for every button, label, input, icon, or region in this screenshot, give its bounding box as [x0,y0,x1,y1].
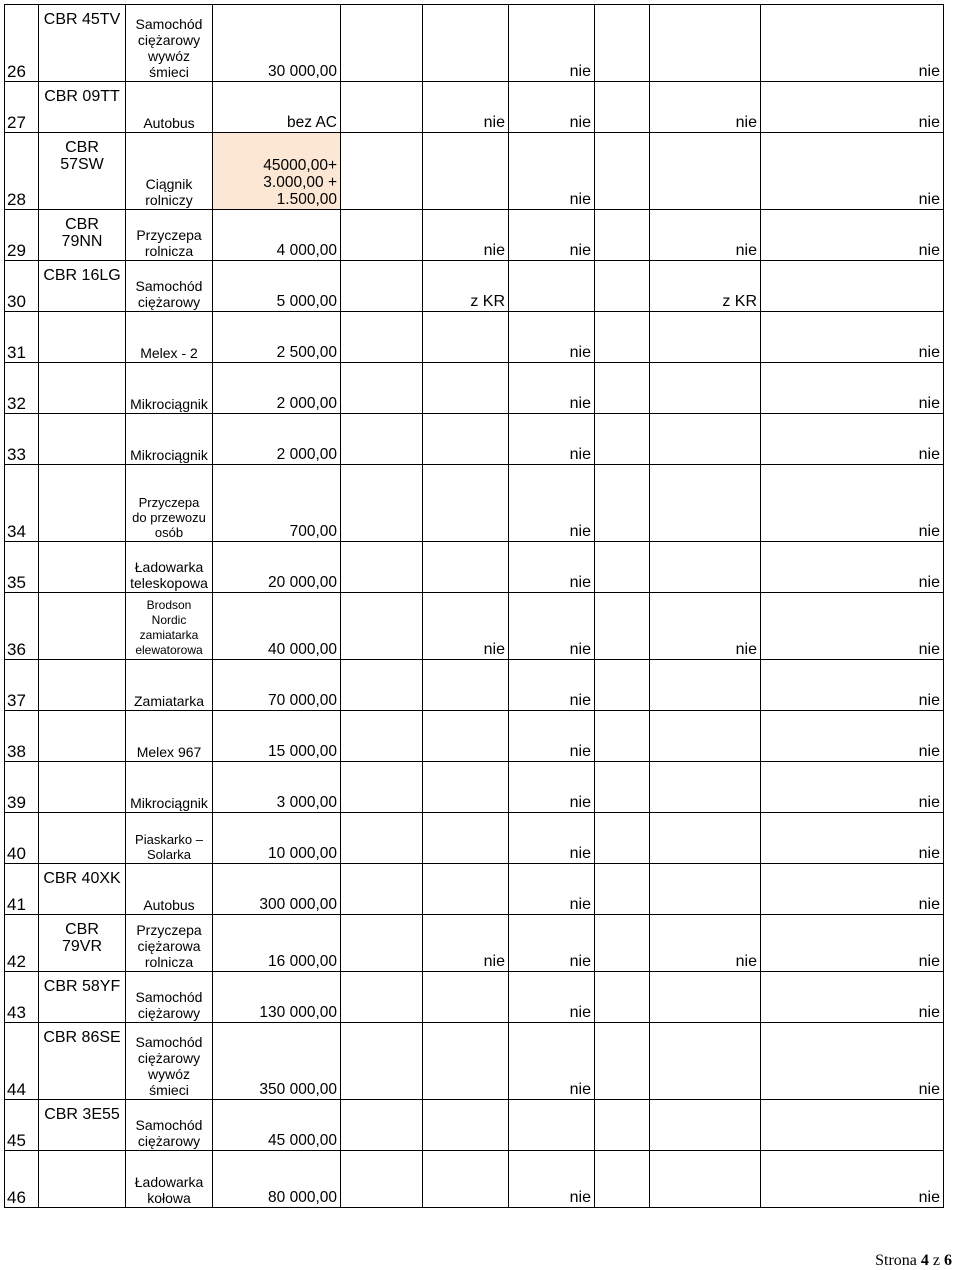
coverage-cell-5 [650,813,761,864]
vehicle-type: Ciągnik rolniczy [126,133,213,210]
row-number: 43 [5,972,39,1023]
coverage-cell-4 [595,210,650,261]
table-row [5,542,944,593]
coverage-cell-3: nie [509,542,595,593]
registration-number [39,762,126,813]
table-row [5,414,944,465]
coverage-cell-3: nie [509,82,595,133]
sum-insured: 2 000,00 [213,414,341,465]
coverage-cell-2: nie [423,82,509,133]
coverage-cell-3: nie [509,210,595,261]
coverage-cell-1 [341,465,423,542]
row-number: 40 [5,813,39,864]
sum-insured: 16 000,00 [213,915,341,972]
coverage-cell-4 [595,133,650,210]
coverage-cell-5 [650,972,761,1023]
coverage-cell-3: nie [509,1151,595,1208]
coverage-cell-6: nie [761,972,944,1023]
coverage-cell-5 [650,1151,761,1208]
coverage-cell-2 [423,1100,509,1151]
coverage-cell-2: nie [423,915,509,972]
vehicle-type: Autobus [126,864,213,915]
coverage-cell-4 [595,1100,650,1151]
coverage-cell-3: nie [509,414,595,465]
registration-number [39,813,126,864]
coverage-cell-6: nie [761,813,944,864]
sum-insured: 2 000,00 [213,363,341,414]
registration-number: CBR 86SE [39,1023,126,1100]
coverage-cell-6: nie [761,542,944,593]
vehicle-type: Samochód ciężarowy wywóz śmieci [126,1023,213,1100]
vehicle-type: Melex - 2 [126,312,213,363]
coverage-cell-5: nie [650,210,761,261]
coverage-cell-1 [341,915,423,972]
coverage-cell-6: nie [761,363,944,414]
sum-insured: 3 000,00 [213,762,341,813]
coverage-cell-4 [595,542,650,593]
row-number: 34 [5,465,39,542]
coverage-cell-2 [423,972,509,1023]
coverage-cell-6: nie [761,414,944,465]
coverage-cell-2 [423,762,509,813]
sum-insured: 10 000,00 [213,813,341,864]
registration-number [39,660,126,711]
registration-number [39,363,126,414]
registration-number: CBR 79NN [39,210,126,261]
vehicle-type: Samochód ciężarowy wywóz śmieci [126,5,213,82]
coverage-cell-1 [341,1023,423,1100]
coverage-cell-1 [341,312,423,363]
registration-number [39,542,126,593]
coverage-cell-2 [423,542,509,593]
sum-insured: 40 000,00 [213,593,341,660]
coverage-cell-4 [595,312,650,363]
vehicle-type: Samochód ciężarowy [126,261,213,312]
vehicle-type: Piaskarko – Solarka [126,813,213,864]
coverage-cell-5 [650,660,761,711]
sum-insured: 80 000,00 [213,1151,341,1208]
sum-insured: 350 000,00 [213,1023,341,1100]
registration-number [39,711,126,762]
row-number: 35 [5,542,39,593]
sum-insured: 5 000,00 [213,261,341,312]
table-row [5,363,944,414]
sum-insured: 4 000,00 [213,210,341,261]
table-row [5,261,944,312]
row-number: 42 [5,915,39,972]
coverage-cell-5 [650,312,761,363]
row-number: 44 [5,1023,39,1100]
coverage-cell-1 [341,414,423,465]
coverage-cell-2 [423,5,509,82]
row-number: 30 [5,261,39,312]
coverage-cell-6: nie [761,133,944,210]
coverage-cell-5 [650,363,761,414]
coverage-cell-5 [650,465,761,542]
row-number: 36 [5,593,39,660]
coverage-cell-1 [341,1100,423,1151]
coverage-cell-6: nie [761,711,944,762]
coverage-cell-5: nie [650,82,761,133]
coverage-cell-4 [595,762,650,813]
coverage-cell-3: nie [509,711,595,762]
sum-insured: 70 000,00 [213,660,341,711]
coverage-cell-3: nie [509,312,595,363]
table-row [5,1023,944,1100]
coverage-cell-3: nie [509,762,595,813]
coverage-cell-5 [650,5,761,82]
coverage-cell-4 [595,593,650,660]
coverage-cell-5 [650,1023,761,1100]
table-row [5,1100,944,1151]
coverage-cell-2 [423,465,509,542]
coverage-cell-6: nie [761,864,944,915]
row-number: 32 [5,363,39,414]
coverage-cell-3: nie [509,363,595,414]
table-row [5,660,944,711]
coverage-cell-4 [595,465,650,542]
coverage-cell-1 [341,660,423,711]
coverage-cell-6: nie [761,465,944,542]
coverage-cell-4 [595,1151,650,1208]
table-row [5,5,944,82]
coverage-cell-4 [595,5,650,82]
coverage-cell-2 [423,312,509,363]
coverage-cell-4 [595,972,650,1023]
sum-insured: 700,00 [213,465,341,542]
coverage-cell-2 [423,1151,509,1208]
coverage-cell-6 [761,1100,944,1151]
table-row [5,312,944,363]
table-row [5,1151,944,1208]
row-number: 31 [5,312,39,363]
registration-number: CBR 09TT [39,82,126,133]
registration-number [39,312,126,363]
coverage-cell-1 [341,542,423,593]
sum-insured: 30 000,00 [213,5,341,82]
row-number: 45 [5,1100,39,1151]
table-row [5,711,944,762]
coverage-cell-5 [650,864,761,915]
coverage-cell-2 [423,660,509,711]
registration-number: CBR 3E55 [39,1100,126,1151]
coverage-cell-3: nie [509,5,595,82]
coverage-cell-3 [509,261,595,312]
table-row [5,210,944,261]
sum-insured: 2 500,00 [213,312,341,363]
table-row [5,593,944,660]
page-footer [875,1252,952,1270]
vehicle-type: Mikrociągnik [126,414,213,465]
coverage-cell-3: nie [509,593,595,660]
coverage-cell-2: nie [423,593,509,660]
coverage-cell-4 [595,660,650,711]
vehicle-type: Przyczepa do przewozu osób [126,465,213,542]
coverage-cell-2 [423,864,509,915]
footer-total: 6 [944,1252,952,1269]
registration-number [39,593,126,660]
coverage-cell-2 [423,133,509,210]
coverage-cell-4 [595,915,650,972]
coverage-cell-5 [650,542,761,593]
coverage-cell-4 [595,414,650,465]
coverage-cell-4 [595,864,650,915]
coverage-cell-6: nie [761,915,944,972]
coverage-cell-4 [595,363,650,414]
coverage-cell-3: nie [509,660,595,711]
coverage-cell-1 [341,82,423,133]
coverage-cell-2 [423,414,509,465]
registration-number [39,1151,126,1208]
coverage-cell-1 [341,5,423,82]
sum-insured: 45 000,00 [213,1100,341,1151]
coverage-cell-5: nie [650,915,761,972]
coverage-cell-4 [595,813,650,864]
coverage-cell-6: nie [761,5,944,82]
table-row [5,762,944,813]
vehicle-type: Brodson Nordic zamiatarka elewatorowa [126,593,213,660]
sum-insured: 130 000,00 [213,972,341,1023]
coverage-cell-6: nie [761,1023,944,1100]
coverage-cell-5 [650,711,761,762]
vehicle-type: Autobus [126,82,213,133]
registration-number [39,465,126,542]
row-number: 26 [5,5,39,82]
table-row [5,813,944,864]
coverage-cell-6: nie [761,210,944,261]
vehicle-type: Przyczepa rolnicza [126,210,213,261]
coverage-cell-1 [341,972,423,1023]
coverage-cell-5 [650,414,761,465]
coverage-cell-5 [650,1100,761,1151]
vehicle-type: Samochód ciężarowy [126,972,213,1023]
coverage-cell-2 [423,363,509,414]
coverage-cell-1 [341,133,423,210]
coverage-cell-1 [341,593,423,660]
vehicle-type: Ładowarka kołowa [126,1151,213,1208]
coverage-cell-1 [341,711,423,762]
row-number: 29 [5,210,39,261]
vehicle-type: Melex 967 [126,711,213,762]
row-number: 37 [5,660,39,711]
coverage-cell-6: nie [761,82,944,133]
coverage-cell-6: nie [761,593,944,660]
vehicle-type: Samochód ciężarowy [126,1100,213,1151]
coverage-cell-1 [341,864,423,915]
table-row [5,972,944,1023]
coverage-cell-4 [595,1023,650,1100]
vehicle-type: Zamiatarka [126,660,213,711]
vehicle-type: Mikrociągnik [126,363,213,414]
coverage-cell-3: nie [509,864,595,915]
coverage-cell-4 [595,711,650,762]
coverage-cell-5 [650,762,761,813]
coverage-cell-3: nie [509,915,595,972]
coverage-cell-2 [423,1023,509,1100]
footer-prefix: Strona [875,1252,917,1269]
table-row [5,915,944,972]
footer-of: z [932,1252,940,1269]
row-number: 28 [5,133,39,210]
coverage-cell-4 [595,261,650,312]
row-number: 33 [5,414,39,465]
coverage-cell-5: z KR [650,261,761,312]
sum-insured: 45000,00+ 3.000,00 + 1.500,00 [213,133,341,210]
coverage-cell-1 [341,813,423,864]
vehicle-type: Mikrociągnik [126,762,213,813]
registration-number: CBR 57SW [39,133,126,210]
coverage-cell-3: nie [509,1023,595,1100]
sum-insured: 20 000,00 [213,542,341,593]
coverage-cell-2: z KR [423,261,509,312]
coverage-cell-1 [341,261,423,312]
coverage-cell-6: nie [761,660,944,711]
coverage-cell-3: nie [509,133,595,210]
row-number: 46 [5,1151,39,1208]
coverage-cell-1 [341,210,423,261]
vehicle-type: Przyczepa ciężarowa rolnicza [126,915,213,972]
coverage-cell-1 [341,363,423,414]
coverage-cell-6: nie [761,312,944,363]
table-row [5,864,944,915]
sum-insured: 15 000,00 [213,711,341,762]
coverage-cell-3: nie [509,972,595,1023]
coverage-cell-5 [650,133,761,210]
registration-number: CBR 58YF [39,972,126,1023]
coverage-cell-3 [509,1100,595,1151]
coverage-cell-6: nie [761,1151,944,1208]
coverage-cell-2: nie [423,210,509,261]
registration-number [39,414,126,465]
table-row [5,133,944,210]
coverage-cell-5: nie [650,593,761,660]
sum-insured: 300 000,00 [213,864,341,915]
coverage-cell-3: nie [509,465,595,542]
footer-page: 4 [920,1252,929,1269]
coverage-cell-1 [341,762,423,813]
vehicle-table [4,4,944,1208]
coverage-cell-6: nie [761,762,944,813]
table-row [5,465,944,542]
registration-number: CBR 79VR [39,915,126,972]
row-number: 39 [5,762,39,813]
vehicle-type: Ładowarka teleskopowa [126,542,213,593]
coverage-cell-6 [761,261,944,312]
row-number: 41 [5,864,39,915]
coverage-cell-3: nie [509,813,595,864]
coverage-cell-1 [341,1151,423,1208]
coverage-cell-2 [423,813,509,864]
sum-insured: bez AC [213,82,341,133]
coverage-cell-4 [595,82,650,133]
table-row [5,82,944,133]
row-number: 27 [5,82,39,133]
coverage-cell-2 [423,711,509,762]
registration-number: CBR 40XK [39,864,126,915]
registration-number: CBR 16LG [39,261,126,312]
row-number: 38 [5,711,39,762]
registration-number: CBR 45TV [39,5,126,82]
